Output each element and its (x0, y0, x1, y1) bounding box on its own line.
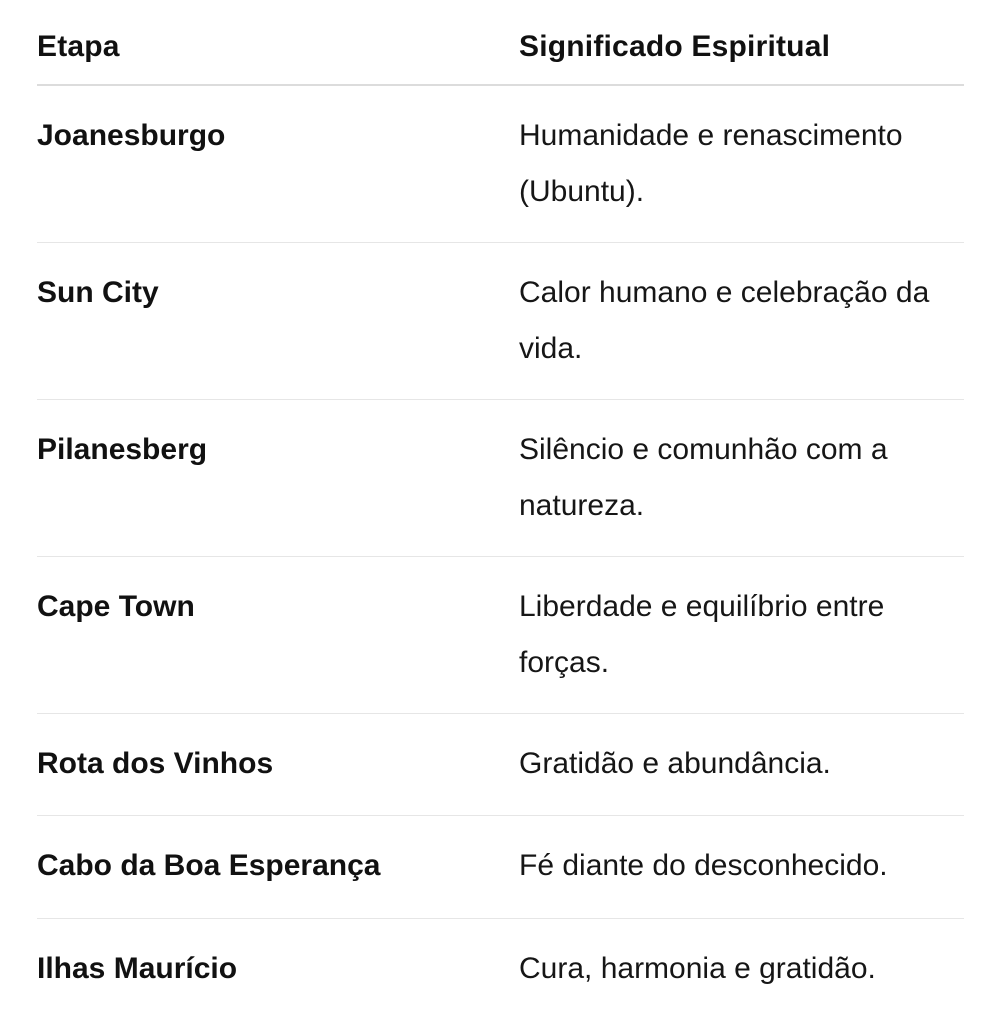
table-row (37, 919, 964, 1019)
table-row (37, 86, 964, 243)
table-row (37, 243, 964, 400)
table-row (37, 557, 964, 714)
stage-cell: Cabo da Boa Esperança (37, 849, 381, 882)
stage-cell: Ilhas Maurício (37, 952, 238, 985)
stage-cell: Cape Town (37, 590, 195, 623)
meaning-cell: Fé diante do desconhecido. (519, 849, 888, 882)
table-header (37, 0, 964, 86)
header-spiritual-meaning: Significado Espiritual (519, 30, 831, 63)
table-row (37, 816, 964, 919)
meaning-cell: Gratidão e abundância. (519, 747, 831, 780)
stage-cell: Rota dos Vinhos (37, 747, 274, 780)
table-row (37, 714, 964, 816)
table-row (37, 400, 964, 557)
meaning-cell: Cura, harmonia e gratidão. (519, 952, 876, 985)
stage-cell: Pilanesberg (37, 433, 208, 466)
header-stage: Etapa (37, 30, 120, 63)
meaning-cell: Calor humano e celebração da vida. (519, 276, 930, 365)
meaning-cell: Liberdade e equilíbrio entre forças. (519, 590, 885, 679)
meaning-cell: Humanidade e renascimento (Ubuntu). (519, 119, 903, 208)
stage-cell: Sun City (37, 276, 159, 309)
stages-table (37, 0, 964, 1019)
meaning-cell: Silêncio e comunhão com a natureza. (519, 433, 888, 522)
stage-cell: Joanesburgo (37, 119, 226, 152)
